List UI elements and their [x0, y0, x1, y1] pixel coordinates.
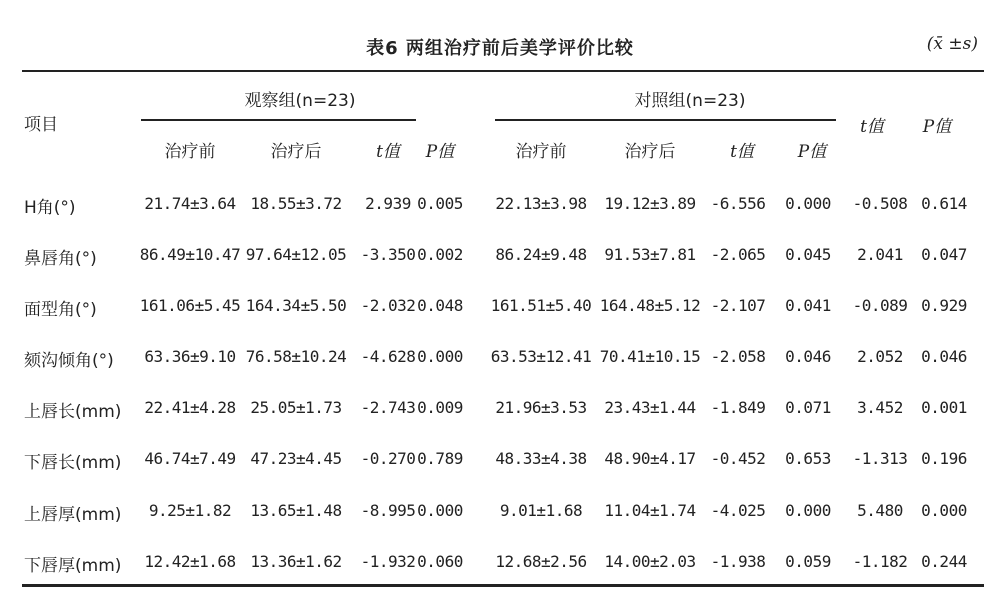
obs-before-value: 21.74±3.64	[144, 194, 236, 213]
p-value: 0.046	[921, 347, 967, 366]
item-header: 项目	[24, 115, 58, 135]
obs-p-value: 0.789	[417, 449, 463, 468]
ctl-t-value: -6.556	[710, 194, 766, 213]
ctl-after-value: 91.53±7.81	[604, 245, 696, 264]
observation-group-rule	[141, 119, 416, 121]
ctl-before-value: 21.96±3.53	[495, 398, 587, 417]
ctl-before-value: 9.01±1.68	[499, 501, 583, 520]
ctl-t-value: -0.452	[710, 449, 766, 468]
ctl-after-value: 14.00±2.03	[604, 552, 696, 571]
obs-p-value: 0.005	[417, 194, 463, 213]
obs-before-value: 63.36±9.10	[144, 347, 236, 366]
ctl-after-header: 治疗后	[624, 142, 676, 162]
ctl-p-value: 0.059	[785, 552, 831, 571]
obs-before-value: 9.25±1.82	[148, 501, 232, 520]
row-item: 颏沟倾角(°)	[24, 351, 114, 371]
control-group-rule	[495, 119, 836, 121]
row-item: 鼻唇角(°)	[24, 249, 97, 269]
ctl-p-value: 0.653	[785, 449, 831, 468]
t-value: -0.508	[852, 194, 908, 213]
control-group-header: 对照组(n=23)	[634, 91, 746, 111]
obs-after-header: 治疗后	[270, 142, 322, 162]
obs-t-value: -2.032	[360, 296, 416, 315]
ctl-t-value: -2.107	[710, 296, 766, 315]
t-value: 5.480	[857, 501, 903, 520]
p-value: 0.929	[921, 296, 967, 315]
obs-p-value: 0.000	[417, 347, 463, 366]
obs-after-value: 25.05±1.73	[250, 398, 342, 417]
obs-before-value: 161.06±5.45	[139, 296, 241, 315]
ctl-t-value: -2.065	[710, 245, 766, 264]
ctl-p-value: 0.041	[785, 296, 831, 315]
obs-after-value: 18.55±3.72	[250, 194, 342, 213]
obs-after-value: 164.34±5.50	[245, 296, 347, 315]
row-item: 下唇厚(mm)	[24, 556, 122, 576]
obs-t-value: 2.939	[365, 194, 411, 213]
obs-after-value: 13.65±1.48	[250, 501, 342, 520]
obs-before-value: 22.41±4.28	[144, 398, 236, 417]
observation-group-header: 观察组(n=23)	[244, 91, 356, 111]
ctl-p-value: 0.000	[785, 194, 831, 213]
p-value: 0.196	[921, 449, 967, 468]
obs-t-value: -0.270	[360, 449, 416, 468]
t-value: 2.041	[857, 245, 903, 264]
p-value: 0.614	[921, 194, 967, 213]
p-value: 0.001	[921, 398, 967, 417]
obs-t-value: -1.932	[360, 552, 416, 571]
row-item: 上唇长(mm)	[24, 402, 122, 422]
ctl-t-header: t值	[730, 142, 754, 162]
ctl-before-value: 48.33±4.38	[495, 449, 587, 468]
row-item: 上唇厚(mm)	[24, 505, 122, 525]
p-value: 0.047	[921, 245, 967, 264]
t-value: 2.052	[857, 347, 903, 366]
obs-after-value: 13.36±1.62	[250, 552, 342, 571]
obs-before-header: 治疗前	[164, 142, 216, 162]
ctl-t-value: -1.849	[710, 398, 766, 417]
ctl-p-value: 0.045	[785, 245, 831, 264]
obs-t-value: -8.995	[360, 501, 416, 520]
obs-p-value: 0.048	[417, 296, 463, 315]
obs-t-value: -4.628	[360, 347, 416, 366]
ctl-t-value: -4.025	[710, 501, 766, 520]
p-value: 0.000	[921, 501, 967, 520]
ctl-after-value: 19.12±3.89	[604, 194, 696, 213]
obs-after-value: 97.64±12.05	[245, 245, 347, 264]
obs-t-value: -3.350	[360, 245, 416, 264]
p-value: 0.244	[921, 552, 967, 571]
obs-before-value: 46.74±7.49	[144, 449, 236, 468]
row-item: 下唇长(mm)	[24, 453, 122, 473]
ctl-p-value: 0.071	[785, 398, 831, 417]
ctl-p-value: 0.046	[785, 347, 831, 366]
obs-before-value: 86.49±10.47	[139, 245, 241, 264]
ctl-after-value: 164.48±5.12	[599, 296, 701, 315]
ctl-before-value: 22.13±3.98	[495, 194, 587, 213]
obs-after-value: 47.23±4.45	[250, 449, 342, 468]
row-item: 面型角(°)	[24, 300, 97, 320]
t-value: 3.452	[857, 398, 903, 417]
obs-before-value: 12.42±1.68	[144, 552, 236, 571]
t-header: t值	[860, 117, 884, 137]
ctl-after-value: 23.43±1.44	[604, 398, 696, 417]
obs-after-value: 76.58±10.24	[245, 347, 347, 366]
bottom-rule	[22, 584, 984, 587]
row-item: H角(°)	[24, 198, 76, 218]
t-value: -1.182	[852, 552, 908, 571]
obs-t-header: t值	[376, 142, 400, 162]
obs-p-value: 0.009	[417, 398, 463, 417]
ctl-p-value: 0.000	[785, 501, 831, 520]
t-value: -1.313	[852, 449, 908, 468]
ctl-t-value: -1.938	[710, 552, 766, 571]
ctl-after-value: 70.41±10.15	[599, 347, 701, 366]
obs-p-value: 0.060	[417, 552, 463, 571]
p-header: P值	[922, 117, 952, 137]
ctl-p-header: P值	[797, 142, 827, 162]
table-title: 表6 两组治疗前后美学评价比较	[366, 38, 634, 59]
table-unit: (x̄ ±s)	[926, 34, 978, 54]
ctl-before-value: 161.51±5.40	[490, 296, 592, 315]
ctl-before-header: 治疗前	[515, 142, 567, 162]
ctl-before-value: 63.53±12.41	[490, 347, 592, 366]
top-rule	[22, 70, 984, 72]
ctl-before-value: 86.24±9.48	[495, 245, 587, 264]
ctl-t-value: -2.058	[710, 347, 766, 366]
obs-t-value: -2.743	[360, 398, 416, 417]
obs-p-header: P值	[425, 142, 455, 162]
t-value: -0.089	[852, 296, 908, 315]
obs-p-value: 0.000	[417, 501, 463, 520]
ctl-after-value: 48.90±4.17	[604, 449, 696, 468]
obs-p-value: 0.002	[417, 245, 463, 264]
ctl-after-value: 11.04±1.74	[604, 501, 696, 520]
ctl-before-value: 12.68±2.56	[495, 552, 587, 571]
